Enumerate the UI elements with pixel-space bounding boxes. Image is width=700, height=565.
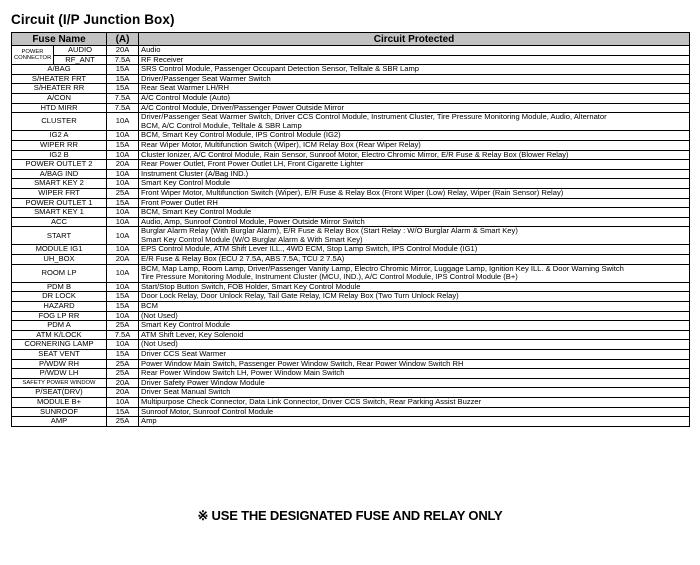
fuse-amp: 7.5A bbox=[107, 330, 139, 340]
circuit-protected bbox=[139, 245, 690, 255]
circuit-protected bbox=[139, 103, 690, 113]
fuse-amp: 10A bbox=[107, 217, 139, 227]
circuit-line: Driver Seat Manual Switch bbox=[141, 387, 231, 397]
table-row bbox=[12, 321, 690, 331]
fuse-amp: 10A bbox=[107, 227, 139, 245]
table-row bbox=[12, 350, 690, 360]
fuse-amp: 25A bbox=[107, 359, 139, 369]
table-row bbox=[12, 227, 690, 245]
table-row bbox=[12, 65, 690, 75]
fuse-name: SMART KEY 2 bbox=[12, 179, 107, 189]
circuit-protected bbox=[139, 321, 690, 331]
table-row bbox=[12, 198, 690, 208]
fuse-table bbox=[11, 32, 690, 427]
circuit-line: Door Lock Relay, Door Unlock Relay, Tail Gate Relay, ICM Relay Box (Two Turn Unlock Relay) bbox=[141, 291, 459, 301]
fuse-amp: 25A bbox=[107, 321, 139, 331]
circuit-protected bbox=[139, 255, 690, 265]
table-row bbox=[12, 359, 690, 369]
circuit-protected bbox=[139, 227, 690, 245]
fuse-name: CORNERING LAMP bbox=[12, 340, 107, 350]
page-title: Circuit (I/P Junction Box) bbox=[11, 12, 175, 27]
circuit-line: BCM, Smart Key Control Module bbox=[141, 207, 252, 217]
fuse-name: A/CON bbox=[12, 93, 107, 103]
circuit-protected bbox=[139, 359, 690, 369]
fuse-amp: 10A bbox=[107, 179, 139, 189]
circuit-protected bbox=[139, 330, 690, 340]
table-row bbox=[12, 46, 690, 56]
circuit-line: Instrument Cluster (A/Bag IND.) bbox=[141, 169, 249, 178]
table-row bbox=[12, 160, 690, 170]
table-row bbox=[12, 255, 690, 265]
fuse-name: WIPER FRT bbox=[12, 188, 107, 198]
table-row bbox=[12, 74, 690, 84]
circuit-line: Power Window Main Switch, Passenger Power Window Switch, Rear Power Window Switch RH bbox=[141, 359, 464, 368]
fuse-amp: 10A bbox=[107, 131, 139, 141]
table-row bbox=[12, 217, 690, 227]
fuse-name: ATM K/LOCK bbox=[12, 330, 107, 340]
circuit-line: Front Power Outlet RH bbox=[141, 198, 218, 207]
fuse-amp: 10A bbox=[107, 245, 139, 255]
circuit-protected bbox=[139, 407, 690, 417]
circuit-line: Smart Key Control Module bbox=[141, 320, 231, 330]
fuse-amp: 15A bbox=[107, 84, 139, 94]
table-row bbox=[12, 407, 690, 417]
fuse-amp: 10A bbox=[107, 311, 139, 321]
circuit-line: BCM, Smart Key Control Module, IPS Control Module (IG2) bbox=[141, 130, 341, 140]
fuse-amp: 15A bbox=[107, 140, 139, 150]
fuse-name: CLUSTER bbox=[12, 113, 107, 131]
table-row bbox=[12, 208, 690, 218]
circuit-protected bbox=[139, 169, 690, 179]
fuse-amp: 15A bbox=[107, 198, 139, 208]
fuse-name: POWER OUTLET 2 bbox=[12, 160, 107, 170]
fuse-name: HAZARD bbox=[12, 302, 107, 312]
table-row bbox=[12, 282, 690, 292]
table-row bbox=[12, 264, 690, 282]
fuse-amp: 20A bbox=[107, 160, 139, 170]
table-row bbox=[12, 340, 690, 350]
fuse-amp: 20A bbox=[107, 388, 139, 398]
circuit-protected bbox=[139, 140, 690, 150]
circuit-line: Smart Key Control Module bbox=[141, 178, 231, 188]
circuit-line: Driver/Passenger Seat Warmer Switch, Driver CCS Control Module, Instrument Cluster, Tire Pressure Monitoring Module, Audio, Alternator bbox=[141, 112, 607, 122]
fuse-amp: 10A bbox=[107, 282, 139, 292]
table-row bbox=[12, 417, 690, 427]
power-connector-label: POWER CONNECTOR bbox=[12, 46, 54, 65]
fuse-name: IG2 A bbox=[12, 131, 107, 141]
circuit-protected bbox=[139, 264, 690, 282]
circuit-line: Cluster Ionizer, A/C Control Module, Rain Sensor, Sunroof Motor, Electro Chromic Mirror, E/R Fuse & Relay Box (Blower Relay) bbox=[141, 150, 569, 159]
circuit-protected bbox=[139, 311, 690, 321]
circuit-protected bbox=[139, 131, 690, 141]
fuse-amp: 7.5A bbox=[107, 103, 139, 113]
circuit-line: Rear Wiper Motor, Multifunction Switch (Wiper), ICM Relay Box (Rear Wiper Relay) bbox=[141, 140, 421, 149]
circuit-line: Audio, Amp, Sunroof Control Module, Power Outside Mirror Switch bbox=[141, 217, 365, 226]
fuse-name: ROOM LP bbox=[12, 264, 107, 282]
circuit-line: Tire Pressure Monitoring Module, Instrument Cluster (MCU, IND.), A/C Control Module, IPS Control Module (B+) bbox=[141, 272, 518, 282]
circuit-line: Rear Seat Warmer LH/RH bbox=[141, 83, 229, 93]
circuit-protected bbox=[139, 378, 690, 388]
circuit-protected bbox=[139, 397, 690, 407]
circuit-protected bbox=[139, 282, 690, 292]
circuit-line: A/C Control Module, Driver/Passenger Power Outside Mirror bbox=[141, 103, 345, 112]
fuse-name: SAFETY POWER WINDOW bbox=[12, 378, 107, 388]
circuit-line: BCM, A/C Control Module, Telltale & SBR Lamp bbox=[141, 120, 302, 130]
footer-note: ※ USE THE DESIGNATED FUSE AND RELAY ONLY bbox=[197, 508, 503, 523]
circuit-line: Driver Safety Power Window Module bbox=[141, 378, 265, 387]
circuit-line: Driver/Passenger Seat Warmer Switch bbox=[141, 74, 271, 83]
circuit-line: Rear Power Outlet, Front Power Outlet LH, Front Cigarette Lighter bbox=[141, 159, 364, 169]
fuse-amp: 15A bbox=[107, 407, 139, 417]
table-row bbox=[12, 397, 690, 407]
circuit-protected bbox=[139, 350, 690, 360]
fuse-name: WIPER RR bbox=[12, 140, 107, 150]
circuit-protected bbox=[139, 302, 690, 312]
fuse-name: POWER OUTLET 1 bbox=[12, 198, 107, 208]
fuse-name: S/HEATER RR bbox=[12, 84, 107, 94]
circuit-line: (Not Used) bbox=[141, 311, 178, 320]
fuse-name: MODULE IG1 bbox=[12, 245, 107, 255]
circuit-protected bbox=[139, 179, 690, 189]
table-header-row bbox=[12, 33, 690, 46]
fuse-name: AMP bbox=[12, 417, 107, 427]
fuse-name: IG2 B bbox=[12, 150, 107, 160]
circuit-line: EPS Control Module, ATM Shift Lever ILL., 4WD ECM, Stop Lamp Switch, IPS Control Module (IG1) bbox=[141, 244, 478, 254]
fuse-name: PDM B bbox=[12, 282, 107, 292]
circuit-line: SRS Control Module, Passenger Occupant Detection Sensor, Telltale & SBR Lamp bbox=[141, 64, 420, 74]
fuse-name: HTD MIRR bbox=[12, 103, 107, 113]
circuit-protected bbox=[139, 292, 690, 302]
circuit-protected bbox=[139, 65, 690, 75]
fuse-name: SEAT VENT bbox=[12, 350, 107, 360]
fuse-amp: 10A bbox=[107, 340, 139, 350]
fuse-name: UH_BOX bbox=[12, 255, 107, 265]
fuse-amp: 20A bbox=[107, 255, 139, 265]
table-row bbox=[12, 103, 690, 113]
fuse-name: P/SEAT(DRV) bbox=[12, 388, 107, 398]
table-row bbox=[12, 150, 690, 160]
circuit-line: (Not Used) bbox=[141, 339, 178, 349]
fuse-name: P/WDW LH bbox=[12, 369, 107, 379]
circuit-line: Multipurpose Check Connector, Data Link Connector, Driver CCS Switch, Rear Parking Assist Buzzer bbox=[141, 397, 482, 406]
fuse-amp: 10A bbox=[107, 150, 139, 160]
header-fuse-name: Fuse Name bbox=[12, 33, 107, 46]
circuit-protected bbox=[139, 417, 690, 427]
table-row bbox=[12, 131, 690, 141]
fuse-amp: 15A bbox=[107, 302, 139, 312]
header-amp: (A) bbox=[107, 33, 139, 46]
fuse-name: PDM A bbox=[12, 321, 107, 331]
fuse-amp: 20A bbox=[107, 46, 139, 56]
fuse-name: AUDIO bbox=[54, 46, 107, 56]
table-row bbox=[12, 84, 690, 94]
header-circuit-protected: Circuit Protected bbox=[139, 33, 690, 46]
fuse-amp: 25A bbox=[107, 369, 139, 379]
table-row bbox=[12, 179, 690, 189]
fuse-amp: 15A bbox=[107, 350, 139, 360]
circuit-protected bbox=[139, 160, 690, 170]
circuit-line: ATM Shift Lever, Key Solenoid bbox=[141, 330, 244, 339]
circuit-protected bbox=[139, 188, 690, 198]
circuit-protected bbox=[139, 74, 690, 84]
circuit-protected bbox=[139, 113, 690, 131]
fuse-amp: 15A bbox=[107, 292, 139, 302]
circuit-protected bbox=[139, 217, 690, 227]
circuit-line: Front Wiper Motor, Multifunction Switch (Wiper), E/R Fuse & Relay Box (Front Wiper (Low) Relay, Wiper (Rain Sensor) Relay) bbox=[141, 188, 564, 197]
circuit-line: E/R Fuse & Relay Box (ECU 2 7.5A, ABS 7.5A, TCU 2 7.5A) bbox=[141, 254, 345, 264]
table-row bbox=[12, 378, 690, 388]
fuse-name: ACC bbox=[12, 217, 107, 227]
fuse-name: SUNROOF bbox=[12, 407, 107, 417]
circuit-line: Driver CCS Seat Warmer bbox=[141, 349, 226, 358]
table-row bbox=[12, 302, 690, 312]
fuse-name: S/HEATER FRT bbox=[12, 74, 107, 84]
circuit-line: Sunroof Motor, Sunroof Control Module bbox=[141, 407, 274, 416]
table-row bbox=[12, 93, 690, 103]
table-row bbox=[12, 311, 690, 321]
table-row bbox=[12, 369, 690, 379]
fuse-name: A/BAG bbox=[12, 65, 107, 75]
circuit-line: Smart Key Control Module (W/O Burglar Alarm & With Smart Key) bbox=[141, 234, 363, 244]
fuse-name: START bbox=[12, 227, 107, 245]
circuit-protected bbox=[139, 150, 690, 160]
table-row bbox=[12, 55, 690, 65]
fuse-name: RF_ANT bbox=[54, 55, 107, 65]
fuse-amp: 10A bbox=[107, 397, 139, 407]
fuse-amp: 20A bbox=[107, 378, 139, 388]
circuit-line: BCM bbox=[141, 301, 158, 311]
fuse-amp: 15A bbox=[107, 74, 139, 84]
fuse-amp: 10A bbox=[107, 169, 139, 179]
fuse-name: SMART KEY 1 bbox=[12, 208, 107, 218]
table-row bbox=[12, 292, 690, 302]
circuit-protected bbox=[139, 208, 690, 218]
table-row bbox=[12, 169, 690, 179]
circuit-line: Start/Stop Button Switch, FOB Holder, Smart Key Control Module bbox=[141, 282, 361, 291]
table-row bbox=[12, 245, 690, 255]
circuit-protected bbox=[139, 388, 690, 398]
circuit-protected bbox=[139, 93, 690, 103]
fuse-amp: 15A bbox=[107, 65, 139, 75]
fuse-table-body bbox=[12, 46, 690, 427]
table-row bbox=[12, 388, 690, 398]
circuit-protected bbox=[139, 369, 690, 379]
circuit-line: BCM, Map Lamp, Room Lamp, Driver/Passenger Vanity Lamp, Electro Chromic Mirror, Luggage Lamp, Ignition Key ILL. & Door Warning Switch bbox=[141, 264, 624, 273]
circuit-line: Burglar Alarm Relay (With Burglar Alarm), E/R Fuse & Relay Box (Start Relay : W/O Burglar Alarm & Smart Key) bbox=[141, 226, 518, 236]
table-row bbox=[12, 188, 690, 198]
circuit-protected: Audio bbox=[139, 46, 690, 56]
fuse-amp: 25A bbox=[107, 188, 139, 198]
fuse-name: A/BAG IND bbox=[12, 169, 107, 179]
table-row bbox=[12, 113, 690, 131]
circuit-line: A/C Control Module (Auto) bbox=[141, 93, 231, 102]
table-row bbox=[12, 140, 690, 150]
fuse-amp: 10A bbox=[107, 208, 139, 218]
circuit-protected bbox=[139, 340, 690, 350]
circuit-protected: RF Receiver bbox=[139, 55, 690, 65]
fuse-amp: 10A bbox=[107, 264, 139, 282]
circuit-line: Rear Power Window Switch LH, Power Window Main Switch bbox=[141, 368, 345, 378]
fuse-amp: 7.5A bbox=[107, 55, 139, 65]
fuse-name: P/WDW RH bbox=[12, 359, 107, 369]
fuse-name: DR LOCK bbox=[12, 292, 107, 302]
fuse-name: MODULE B+ bbox=[12, 397, 107, 407]
circuit-line: Amp bbox=[141, 416, 157, 426]
fuse-amp: 10A bbox=[107, 113, 139, 131]
circuit-protected bbox=[139, 198, 690, 208]
fuse-amp: 7.5A bbox=[107, 93, 139, 103]
fuse-name: FOG LP RR bbox=[12, 311, 107, 321]
fuse-amp: 25A bbox=[107, 417, 139, 427]
circuit-protected bbox=[139, 84, 690, 94]
table-row bbox=[12, 330, 690, 340]
